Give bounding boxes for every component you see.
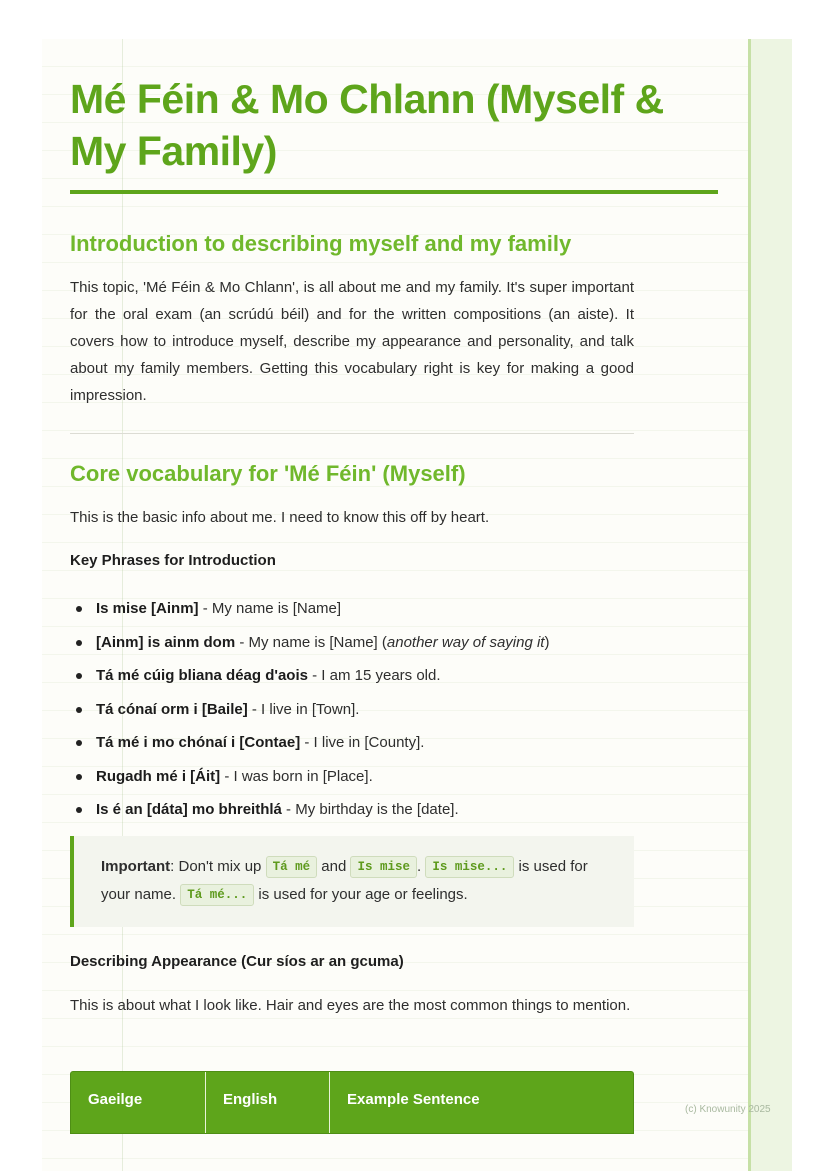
page-title: Mé Féin & Mo Chlann (Myself & My Family) [70, 76, 664, 174]
core-vocab-intro: This is the basic info about me. I need to know this off by heart. [70, 509, 490, 526]
intro-paragraph: This topic, 'Mé Féin & Mo Chlann', is all about me and my family. It's super important for the oral exam (an scrúdú béil) and for the written compositions (an aiste). It covers how to introduce myself, describe my appearance and personality, and talk about my family members. Getting this vocabulary right is key for making a good impression. [70, 279, 634, 404]
callout-text: : Don't mix up [170, 858, 266, 875]
appearance-paragraph: This is about what I look like. Hair and eyes are the most common things to mention. [70, 997, 631, 1014]
phrase-english: - I am 15 years old. [307, 667, 441, 684]
list-item [70, 693, 634, 727]
callout-text: is used for your name. [101, 858, 588, 903]
watermark: (c) Knowunity 2025 [685, 1104, 771, 1115]
callout-text: and [317, 858, 351, 875]
phrase-irish: [Ainm] is ainm dom [96, 633, 236, 651]
phrase-english: - I live in [County]. [300, 734, 425, 751]
phrase-english: - My name is [Name] [198, 600, 342, 617]
inline-code: Is mise... [425, 856, 514, 878]
table-header-cell: Gaeilge [71, 1072, 206, 1133]
notebook-page [42, 39, 748, 1171]
phrase-english: - My name is [Name] ( [235, 633, 387, 651]
list-item [70, 626, 634, 660]
key-phrases-heading: Key Phrases for Introduction [70, 552, 276, 569]
phrase-irish: Tá cónaí orm i [Baile] [96, 700, 248, 718]
key-phrases-list [70, 592, 634, 827]
list-item [70, 793, 634, 827]
list-item [70, 726, 634, 760]
phrase-irish: Tá mé cúig bliana déag d'aois [96, 667, 308, 684]
phrase-english: - My birthday is the [date]. [281, 801, 459, 818]
appearance-table-header [70, 1071, 634, 1134]
list-item [70, 659, 634, 693]
inline-code: Is mise [350, 856, 417, 878]
callout-label: Important [101, 858, 171, 875]
table-header-cell: Example Sentence [347, 1091, 480, 1108]
intro-heading: Introduction to describing myself and my family [70, 231, 572, 256]
table-header-cell: English [206, 1072, 330, 1133]
phrase-english: - I live in [Town]. [247, 700, 360, 718]
callout-text: . [416, 858, 426, 875]
phrase-note-close: ) [544, 633, 550, 651]
phrase-irish: Is é an [dáta] mo bhreithlá [96, 801, 282, 818]
phrase-note: another way of saying it [386, 633, 545, 651]
phrase-irish: Rugadh mé i [Áit] [96, 767, 221, 785]
section-divider [70, 433, 634, 434]
title-underline [70, 190, 718, 194]
list-item [70, 592, 634, 626]
list-item [70, 760, 634, 794]
side-strip-border [748, 39, 751, 1171]
side-strip [748, 39, 792, 1171]
inline-code: Tá mé [266, 856, 318, 878]
callout-text: is used for your age or feelings. [254, 886, 468, 903]
phrase-irish: Is mise [Ainm] [96, 600, 199, 617]
phrase-irish: Tá mé i mo chónaí i [Contae] [96, 734, 301, 751]
core-vocab-heading: Core vocabulary for 'Mé Féin' (Myself) [70, 461, 466, 486]
inline-code: Tá mé... [180, 884, 254, 906]
important-callout [70, 836, 634, 927]
appearance-heading: Describing Appearance (Cur síos ar an gcuma) [70, 953, 404, 970]
phrase-english: - I was born in [Place]. [220, 767, 373, 785]
